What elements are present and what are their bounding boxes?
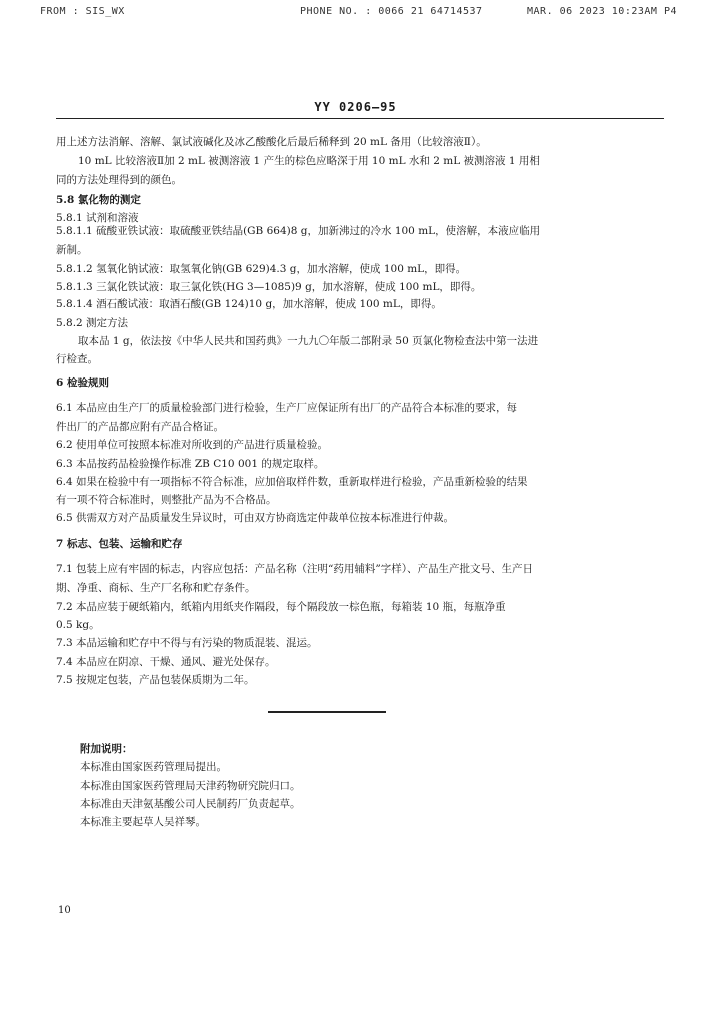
notes-title: 附加说明： [80, 743, 133, 755]
body-line: 7.3 本品运输和贮存中不得与有污染的物质混装、混运。 [56, 637, 318, 649]
page-number: 10 [58, 905, 71, 916]
body-line: 10 mL 比较溶液Ⅱ加 2 mL 被测溶液 1 产生的棕色应略深于用 10 mL 水和 2 mL 被测溶液 1 用相 [78, 155, 540, 167]
body-line: 用上述方法消解、溶解、氯试液碱化及冰乙酸酸化后最后稀释到 20 mL 备用（比较溶液Ⅱ）。 [56, 136, 487, 148]
body-line: 6.2 使用单位可按照本标准对所收到的产品进行质量检验。 [56, 439, 329, 451]
fax-header [40, 6, 677, 20]
body-line: 有一项不符合标准时，则整批产品为不合格品。 [56, 494, 277, 506]
header-rule [56, 118, 664, 119]
body-line: 7.4 本品应在阴凉、干燥、通风、避光处保存。 [56, 656, 276, 668]
body-line: 取本品 1 g，依法按《中华人民共和国药典》一九九〇年版二部附录 50 页氯化物检查法中第一法进 [78, 335, 539, 347]
body-line: 7.5 按规定包装，产品包装保质期为二年。 [56, 674, 255, 686]
body-line: 7.1 包装上应有牢固的标志，内容应包括：产品名称（注明“药用辅料”字样）、产品生产批文号、生产日 [56, 563, 534, 575]
subsection-heading: 5.8.1 试剂和溶液 [56, 212, 139, 224]
body-line: 同的方法处理得到的颜色。 [56, 174, 182, 186]
body-line: 件出厂的产品都应附有产品合格证。 [56, 421, 224, 433]
body-line: 期、净重、商标、生产厂名称和贮存条件。 [56, 582, 256, 594]
document-number: YY 0206—95 [314, 100, 397, 114]
body-line: 行检查。 [56, 353, 98, 365]
body-line: 0.5 kg。 [56, 619, 100, 631]
body-line: 6.1 本品应由生产厂的质量检验部门进行检验，生产厂应保证所有出厂的产品符合本标准的要求，每 [56, 402, 518, 414]
note-item: 本标准由天津氨基酸公司人民制药厂负责起草。 [80, 798, 301, 810]
section-heading: 7 标志、包装、运输和贮存 [56, 538, 183, 550]
fax-date: MAR. 06 2023 10:23AM P4 [527, 6, 677, 17]
body-line: 6.3 本品按药品检验操作标准 ZB C10 001 的规定取样。 [56, 458, 325, 470]
section-heading: 5.8 氯化物的测定 [56, 194, 141, 206]
subsection-heading: 5.8.2 测定方法 [56, 317, 129, 329]
body-line: 6.5 供需双方对产品质量发生异议时，可由双方协商选定仲裁单位按本标准进行仲裁。 [56, 512, 455, 524]
body-line: 5.8.1.1 硫酸亚铁试液：取硫酸亚铁结晶(GB 664)8 g，加新沸过的冷水 100 mL，使溶解，本液应临用 [56, 225, 541, 237]
body-line: 5.8.1.4 酒石酸试液：取酒石酸(GB 124)10 g，加水溶解，使成 100 mL，即得。 [56, 298, 442, 310]
note-item: 本标准主要起草人吴祥琴。 [80, 816, 206, 828]
fax-phone: PHONE NO. : 0066 21 64714537 [300, 6, 483, 17]
body-line: 5.8.1.3 三氯化铁试液：取三氯化铁(HG 3—1085)9 g，加水溶解，使成 100 mL，即得。 [56, 281, 482, 293]
section-heading: 6 检验规则 [56, 377, 109, 389]
body-line: 5.8.1.2 氢氧化钠试液：取氢氧化钠(GB 629)4.3 g，加水溶解，使成 100 mL，即得。 [56, 263, 467, 275]
note-item: 本标准由国家医药管理局天津药物研究院归口。 [80, 780, 301, 792]
body-line: 6.4 如果在检验中有一项指标不符合标准，应加倍取样件数，重新取样进行检验，产品重新检验的结果 [56, 476, 528, 488]
end-rule [268, 711, 386, 713]
body-line: 新制。 [56, 244, 88, 256]
note-item: 本标准由国家医药管理局提出。 [80, 761, 227, 773]
body-line: 7.2 本品应装于硬纸箱内，纸箱内用纸夹作隔段，每个隔段放一棕色瓶，每箱装 10 瓶，每瓶净重 [56, 601, 506, 613]
fax-from: FROM : SIS_WX [40, 6, 125, 17]
